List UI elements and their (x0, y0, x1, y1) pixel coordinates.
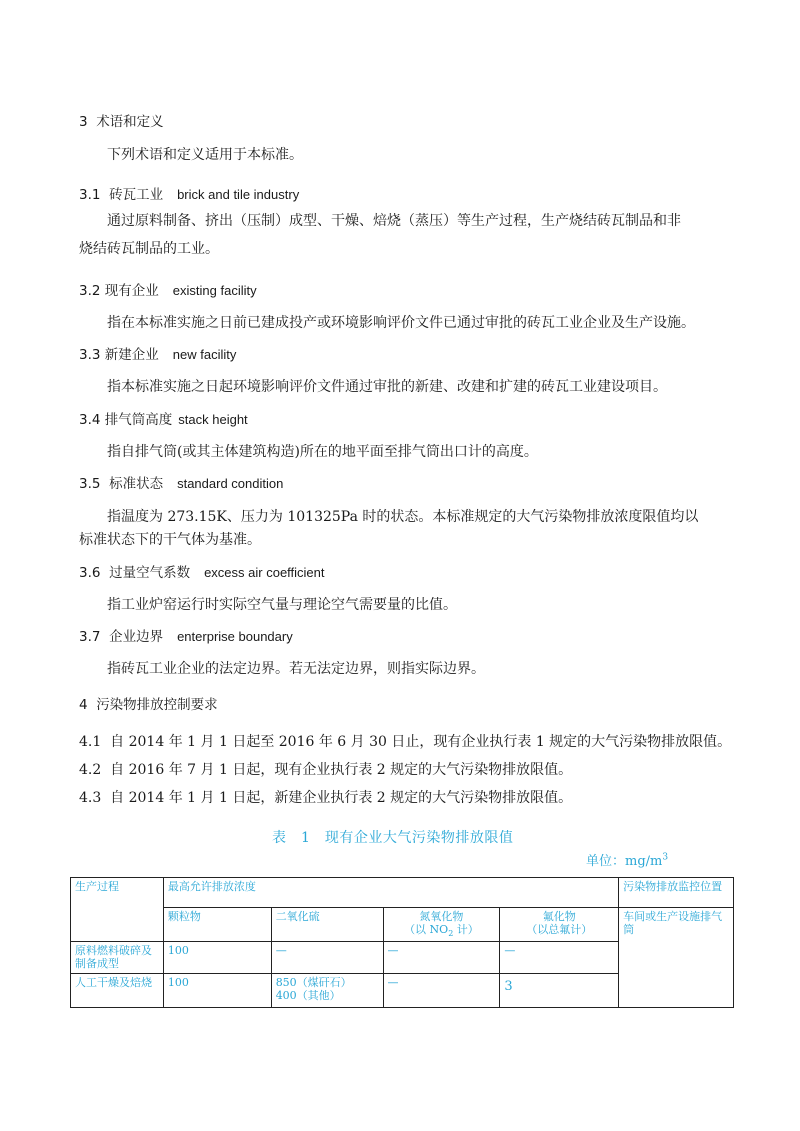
header-fluoride-label: 氟化物 (542, 910, 576, 923)
section-title: 污染物排放控制要求 (96, 697, 218, 713)
term-en: brick and tile industry (177, 187, 300, 202)
term-zh: 排气筒高度 (104, 412, 173, 428)
term-3-2-heading (79, 282, 257, 300)
term-en: standard condition (177, 476, 284, 491)
clause-number: 4.2 (79, 762, 102, 778)
term-3-7-definition: 指砖瓦工业企业的法定边界。若无法定边界，则指实际边界。 (107, 661, 485, 677)
clause-4-3 (79, 789, 572, 807)
section-3-intro: 下列术语和定义适用于本标准。 (107, 147, 303, 163)
term-3-1-definition-cont: 烧结砖瓦制品的工业。 (79, 241, 219, 257)
row-nox: — (383, 974, 500, 1008)
term-number: 3.3 (79, 347, 101, 363)
header-fluoride-note: （以总氟计） (526, 923, 593, 936)
section-number: 3 (79, 114, 88, 130)
header-so2: 二氧化硫 (271, 908, 383, 942)
term-number: 3.1 (79, 187, 101, 203)
clause-text: 自 2014 年 1 月 1 日起至 2016 年 6 月 30 日止，现有企业执行表 1 规定的大气污染物排放限值。 (110, 734, 732, 750)
table-unit (586, 853, 668, 871)
clause-text: 自 2014 年 1 月 1 日起，新建企业执行表 2 规定的大气污染物排放限值。 (110, 790, 573, 806)
term-3-6-heading (79, 564, 325, 582)
term-3-5-heading (79, 475, 283, 493)
row-fluoride: — (500, 942, 619, 974)
section-3-heading (79, 113, 164, 131)
header-max-concentration: 最高允许排放浓度 (163, 878, 618, 908)
header-fluoride (500, 908, 619, 942)
row-so2-line1: 850（煤矸石） (275, 976, 352, 989)
header-nox-note: （以 $NO_2$ 计） (404, 923, 479, 939)
row-so2-line2: 400（其他） (275, 989, 341, 1002)
term-3-1-heading (79, 186, 299, 204)
term-3-7-heading (79, 628, 293, 646)
term-zh: 新建企业 (104, 347, 159, 363)
row-nox: — (383, 942, 500, 974)
unit-label: 单位：mg/m (586, 854, 663, 869)
term-number: 3.5 (79, 476, 101, 492)
term-zh: 砖瓦工业 (109, 187, 164, 203)
monitor-location-value: 车间或生产设施排气筒 (619, 908, 734, 1008)
table-header-row (71, 878, 734, 908)
term-3-5-definition-cont: 标准状态下的干气体为基准。 (79, 532, 261, 548)
clause-number: 4.3 (79, 790, 102, 806)
section-number: 4 (79, 697, 88, 713)
clause-text: 自 2016 年 7 月 1 日起，现有企业执行表 2 规定的大气污染物排放限值。 (110, 762, 573, 778)
term-zh: 过量空气系数 (109, 565, 191, 581)
header-nox (383, 908, 500, 942)
row-process: 人工干燥及焙烧 (71, 974, 164, 1008)
term-number: 3.2 (79, 283, 101, 299)
section-title: 术语和定义 (96, 114, 164, 130)
term-en: new facility (172, 347, 237, 362)
term-number: 3.6 (79, 565, 101, 581)
row-so2: — (271, 942, 383, 974)
term-3-2-definition: 指在本标准实施之日前已建成投产或环境影响评价文件已通过审批的砖瓦工业企业及生产设施。 (107, 315, 695, 331)
unit-superscript: 3 (662, 852, 669, 863)
clause-number: 4.1 (79, 734, 102, 750)
header-nox-label: 氮氧化物 (419, 910, 464, 923)
emission-limits-table (70, 877, 734, 1008)
term-zh: 企业边界 (109, 629, 164, 645)
header-monitor-location: 污染物排放监控位置 (619, 878, 734, 908)
term-en: stack height (178, 412, 248, 427)
term-3-1-definition: 通过原料制备、挤出（压制）成型、干燥、焙烧（蒸压）等生产过程，生产烧结砖瓦制品和非 (107, 213, 681, 229)
term-3-3-heading (79, 346, 236, 364)
term-3-6-definition: 指工业炉窑运行时实际空气量与理论空气需要量的比值。 (107, 597, 457, 613)
term-3-4-definition: 指自排气筒(或其主体建筑构造)所在的地平面至排气筒出口计的高度。 (107, 444, 538, 460)
term-en: existing facility (172, 283, 257, 298)
term-en: excess air coefficient (204, 565, 325, 580)
header-particulate: 颗粒物 (163, 908, 271, 942)
term-number: 3.4 (79, 412, 101, 428)
row-so2 (271, 974, 383, 1008)
term-3-5-definition: 指温度为 273.15K、压力为 101325Pa 时的状态。本标准规定的大气污染物排放浓度限值均以 (107, 509, 699, 525)
row-fluoride: 3 (500, 974, 619, 1008)
row-particulate: 100 (163, 942, 271, 974)
term-number: 3.7 (79, 629, 101, 645)
table-subheader-row (71, 908, 734, 942)
section-4-heading (79, 696, 218, 714)
term-zh: 标准状态 (109, 476, 164, 492)
table-caption: 表 1 现有企业大气污染物排放限值 (272, 830, 514, 846)
row-particulate: 100 (163, 974, 271, 1008)
header-process: 生产过程 (71, 878, 164, 942)
clause-4-1 (79, 733, 731, 751)
term-en: enterprise boundary (177, 629, 293, 644)
term-3-4-heading (79, 411, 248, 429)
term-zh: 现有企业 (104, 283, 159, 299)
clause-4-2 (79, 761, 572, 779)
term-3-3-definition: 指本标准实施之日起环境影响评价文件通过审批的新建、改建和扩建的砖瓦工业建设项目。 (107, 379, 667, 395)
row-process: 原料燃料破碎及制备成型 (71, 942, 164, 974)
